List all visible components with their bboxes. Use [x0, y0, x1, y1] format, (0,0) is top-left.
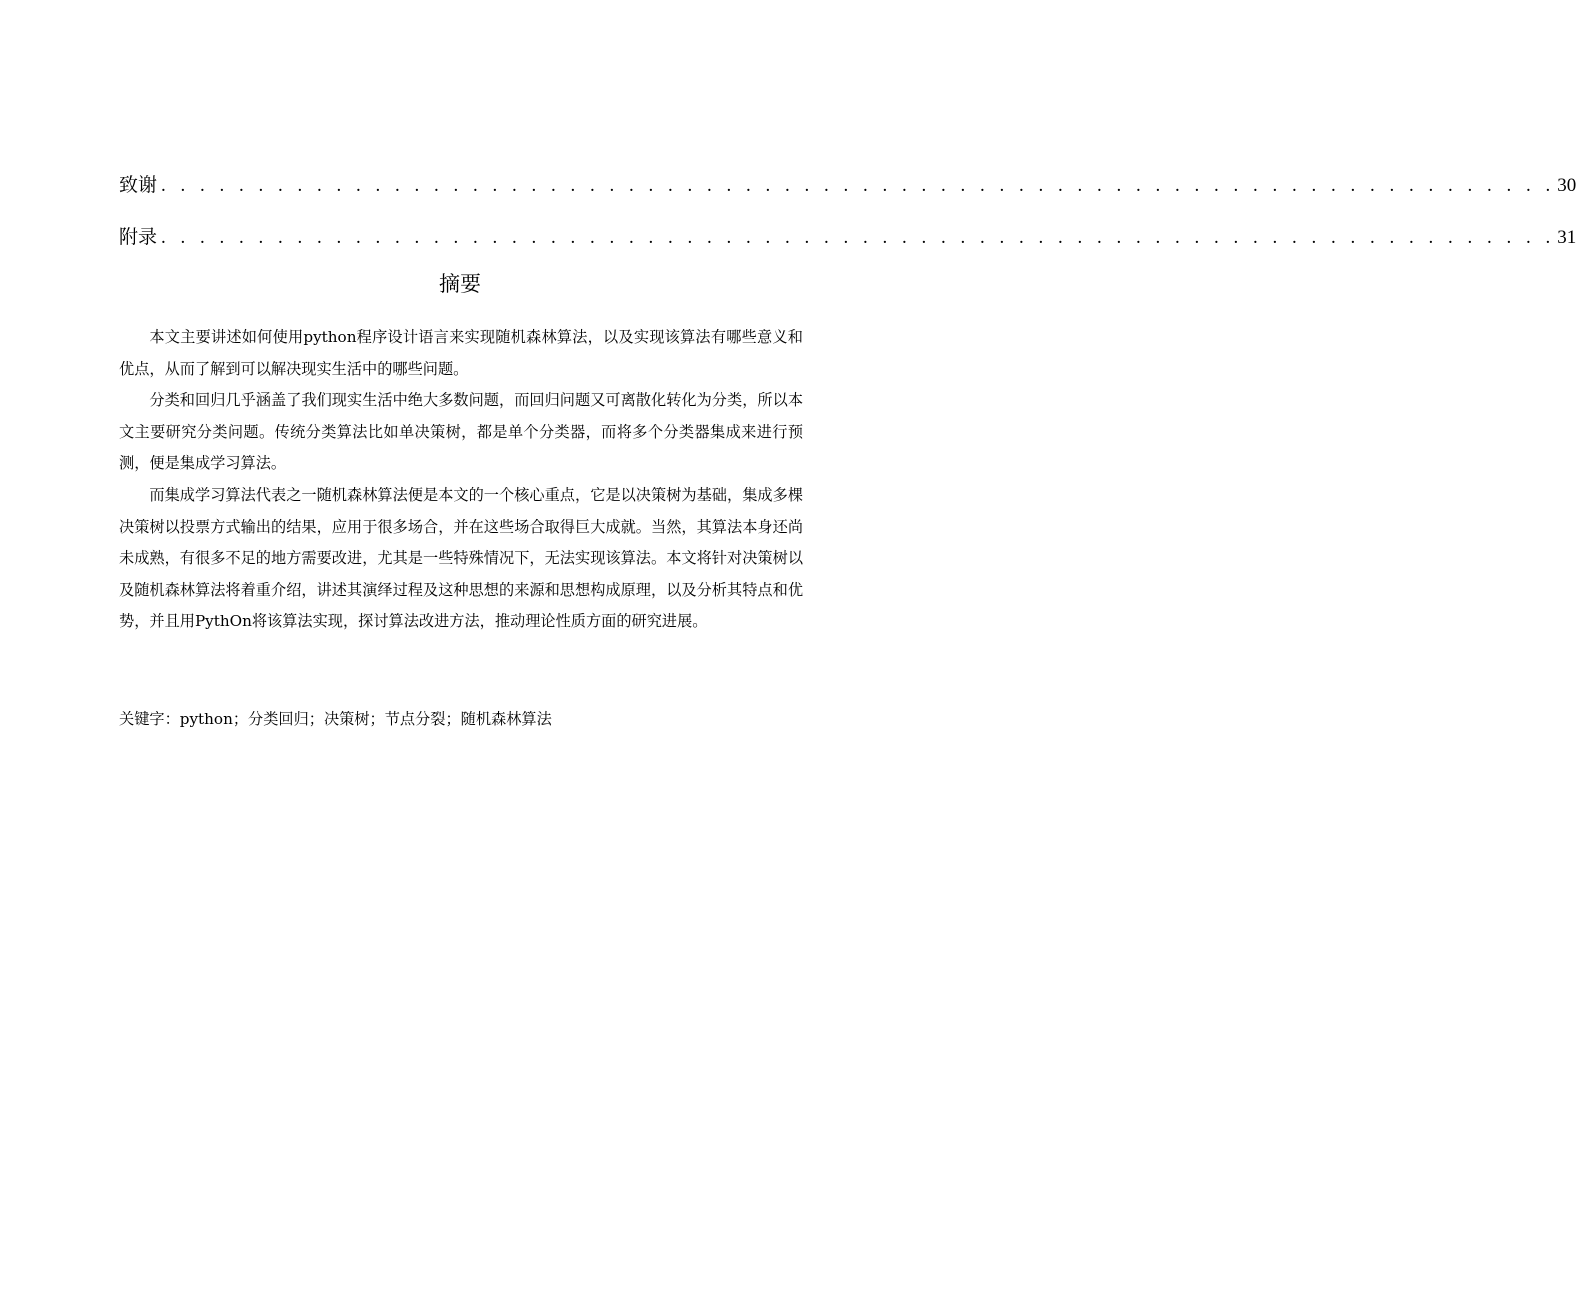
- toc-entry-page-number: 30: [1557, 175, 1576, 196]
- toc-entry-appendix[interactable]: [119, 220, 1576, 272]
- toc-leader-dots: . . . . . . . . . . . . . . . . . . . . . . . . . . . . . . . . . . . . . . . . . . . . . . . . . . . . . . . . . . . . . . . . . . . . . . . .: [161, 227, 1556, 248]
- abstract-body: [119, 322, 803, 638]
- abstract-title: 摘要: [439, 272, 481, 296]
- toc-leader-dots: . . . . . . . . . . . . . . . . . . . . . . . . . . . . . . . . . . . . . . . . . . . . . . . . . . . . . . . . . . . . . . . . . . . . . . . .: [161, 175, 1556, 196]
- table-of-contents: [119, 168, 1576, 272]
- abstract-paragraph: 分类和回归几乎涵盖了我们现实生活中绝大多数问题，而回归问题又可离散化转化为分类，所以本文主要研究分类问题。传统分类算法比如单决策树，都是单个分类器，而将多个分类器集成来进行预测，便是集成学习算法。: [119, 391, 803, 473]
- toc-entry-label: 附录: [119, 226, 158, 248]
- abstract-paragraph: 而集成学习算法代表之一随机森林算法便是本文的一个核心重点，它是以决策树为基础，集成多棵决策树以投票方式输出的结果，应用于很多场合，并在这些场合取得巨大成就。当然，其算法本身还尚未成熟，有很多不足的地方需要改进，尤其是一些特殊情况下，无法实现该算法。本文将针对决策树以及随机森林算法将着重介绍，讲述其演绎过程及这种思想的来源和思想构成原理，以及分析其特点和优势，并且用PythOn将该算法实现，探讨算法改进方法，推动理论性质方面的研究进展。: [119, 485, 803, 631]
- toc-entry-acknowledgements[interactable]: [119, 168, 1576, 220]
- abstract-paragraph: 本文主要讲述如何使用python程序设计语言来实现随机森林算法，以及实现该算法有哪些意义和优点，从而了解到可以解决现实生活中的哪些问题。: [119, 328, 803, 378]
- toc-entry-page-number: 31: [1557, 227, 1576, 248]
- keywords-line: 关键字：python；分类回归；决策树；节点分裂；随机森林算法: [119, 710, 552, 728]
- toc-entry-label: 致谢: [119, 174, 158, 196]
